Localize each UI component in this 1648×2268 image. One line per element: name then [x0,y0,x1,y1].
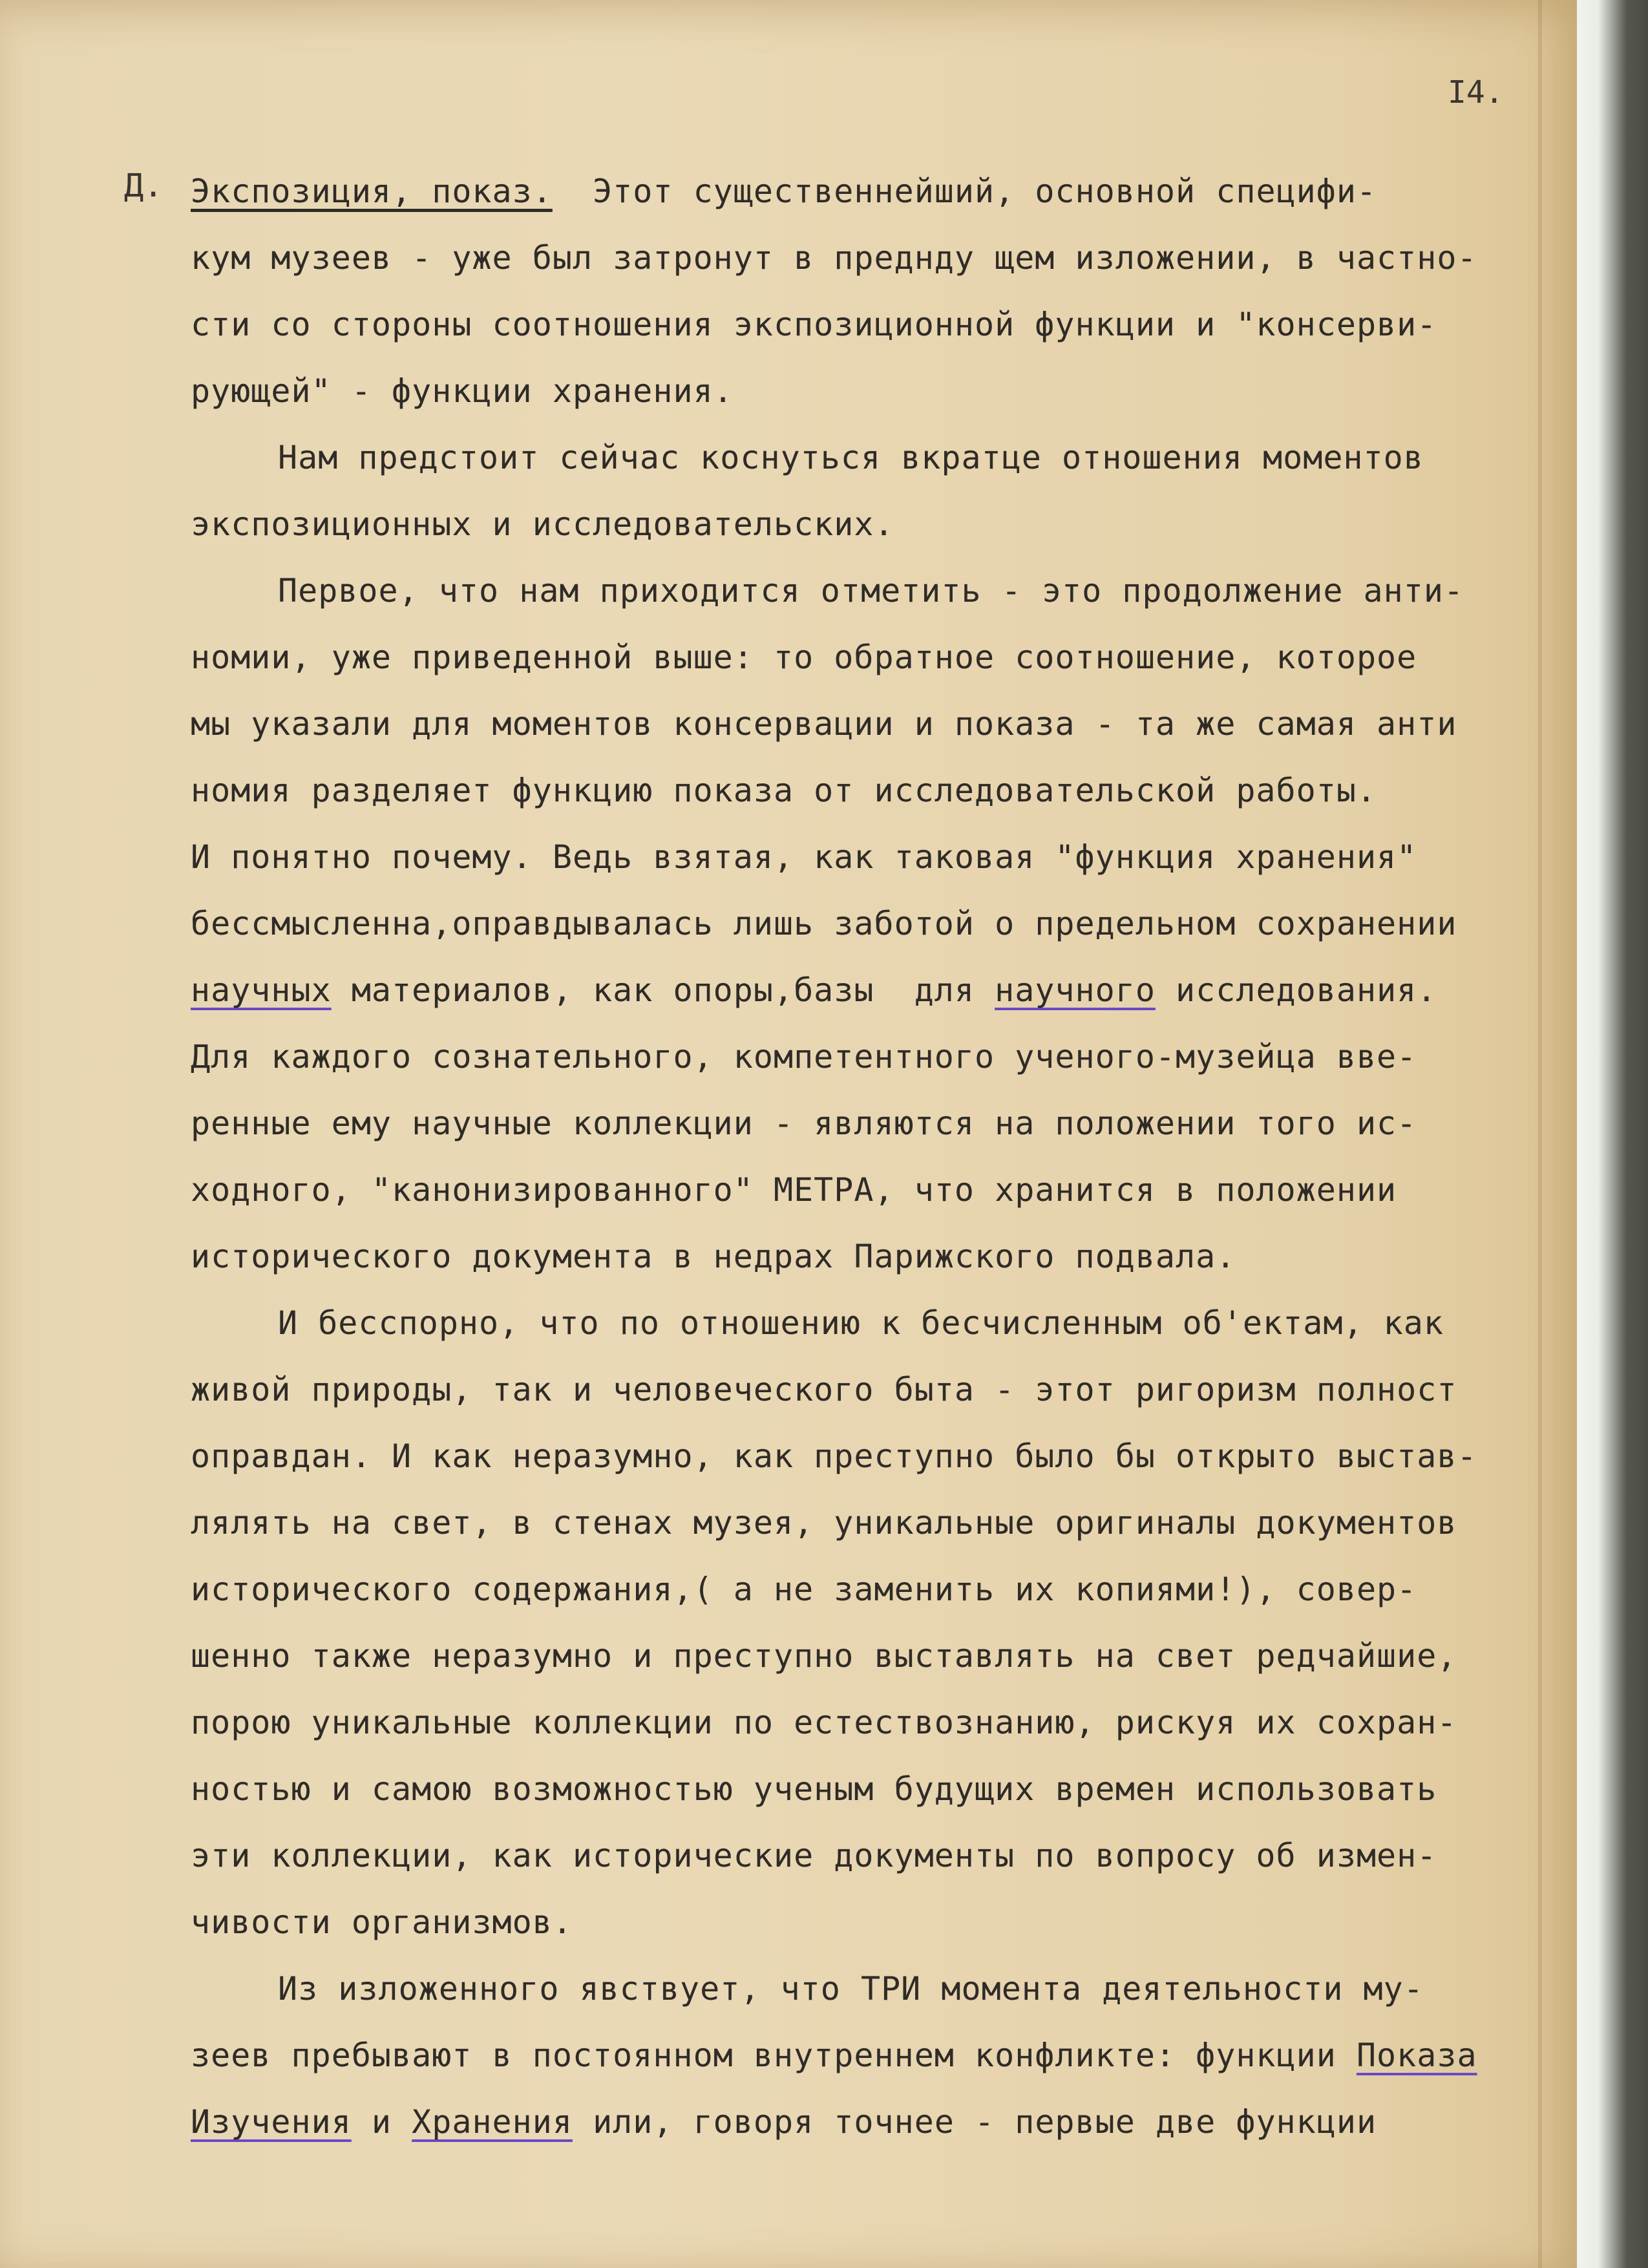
text-line: номия разделяет функцию показа от исследовательской работы. [191,772,1377,809]
text-line: шенно также неразумно и преступно выставлять на свет редчайшие, [191,1637,1457,1675]
text-line: кум музеев - уже был затронут в преднду щем изложении, в частно- [191,239,1477,277]
text-line: Нам предстоит сейчас коснуться вкратце отношения моментов [278,439,1424,476]
underlined-word: Изучения [191,2103,352,2141]
text-line: мы указали для моментов консервации и показа - та же самая анти [191,705,1457,743]
text-line: исторического содержания,( а не заменить их копиями!), совер- [191,1571,1417,1608]
text-line: Экспозиция, показ. Этот существеннейший, основной специфи- [191,173,1377,210]
page-number: I4. [1448,74,1504,111]
text-line: зеев пребывают в постоянном внутреннем конфликте: функции Показа [191,2037,1477,2074]
text-line: эти коллекции, как исторические документы по вопросу об измен- [191,1837,1437,1874]
text-line: рующей" - функции хранения. [191,372,734,410]
text-line: Для каждого сознательного, компетентного ученого-музейца вве- [191,1038,1417,1076]
underlined-word: Показа [1356,2037,1477,2074]
text-line: сти со стороны соотношения экспозиционной функции и "консерви- [191,306,1437,343]
text-line: ностью и самою возможностью ученым будущих времен использовать [191,1770,1437,1808]
text-line: номии, уже приведенной выше: то обратное соотношение, которое [191,639,1417,676]
text-line: И бесспорно, что по отношению к бесчисленным об'ектам, как [278,1304,1444,1342]
text-line: живой природы, так и человеческого быта - этот ригоризм полност [191,1371,1457,1408]
text-line: порою уникальные коллекции по естествознанию, рискуя их сохран- [191,1704,1457,1741]
text-line: Первое, что нам приходится отметить - это продолжение анти- [278,572,1464,609]
text-line: оправдан. И как неразумно, как преступно было бы открыто выстав- [191,1437,1477,1475]
text-line: исторического документа в недрах Парижского подвала. [191,1238,1236,1275]
underlined-word: научных [191,971,332,1009]
text-line: ренные ему научные коллекции - являются на положении того ис- [191,1105,1417,1142]
text-line: чивости организмов. [191,1903,573,1941]
text-line: бессмысленна,оправдывалась лишь заботой о предельном сохранении [191,905,1457,942]
text-line: научных материалов, как опоры,базы для научного исследования. [191,971,1437,1009]
underlined-word: Хранения [412,2103,573,2141]
text-line: ходного, "канонизированного" МЕТРА, что хранится в положении [191,1171,1397,1209]
section-heading: Экспозиция, показ. [191,173,553,210]
text-line: И понятно почему. Ведь взятая, как таковая "функция хранения" [191,838,1417,876]
text-line: лялять на свет, в стенах музея, уникальные оригиналы документов [191,1504,1457,1542]
underlined-word: научного [995,971,1156,1009]
section-letter: Д. [124,167,164,204]
text-line: Изучения и Хранения или, говоря точнее - первые две функции [191,2103,1377,2141]
document-body [191,158,1567,2156]
text-line: экспозиционных и исследовательских. [191,505,894,543]
page-edge-background [1577,0,1648,2268]
text-line: Из изложенного явствует, что ТРИ момента деятельности му- [278,1970,1424,2008]
